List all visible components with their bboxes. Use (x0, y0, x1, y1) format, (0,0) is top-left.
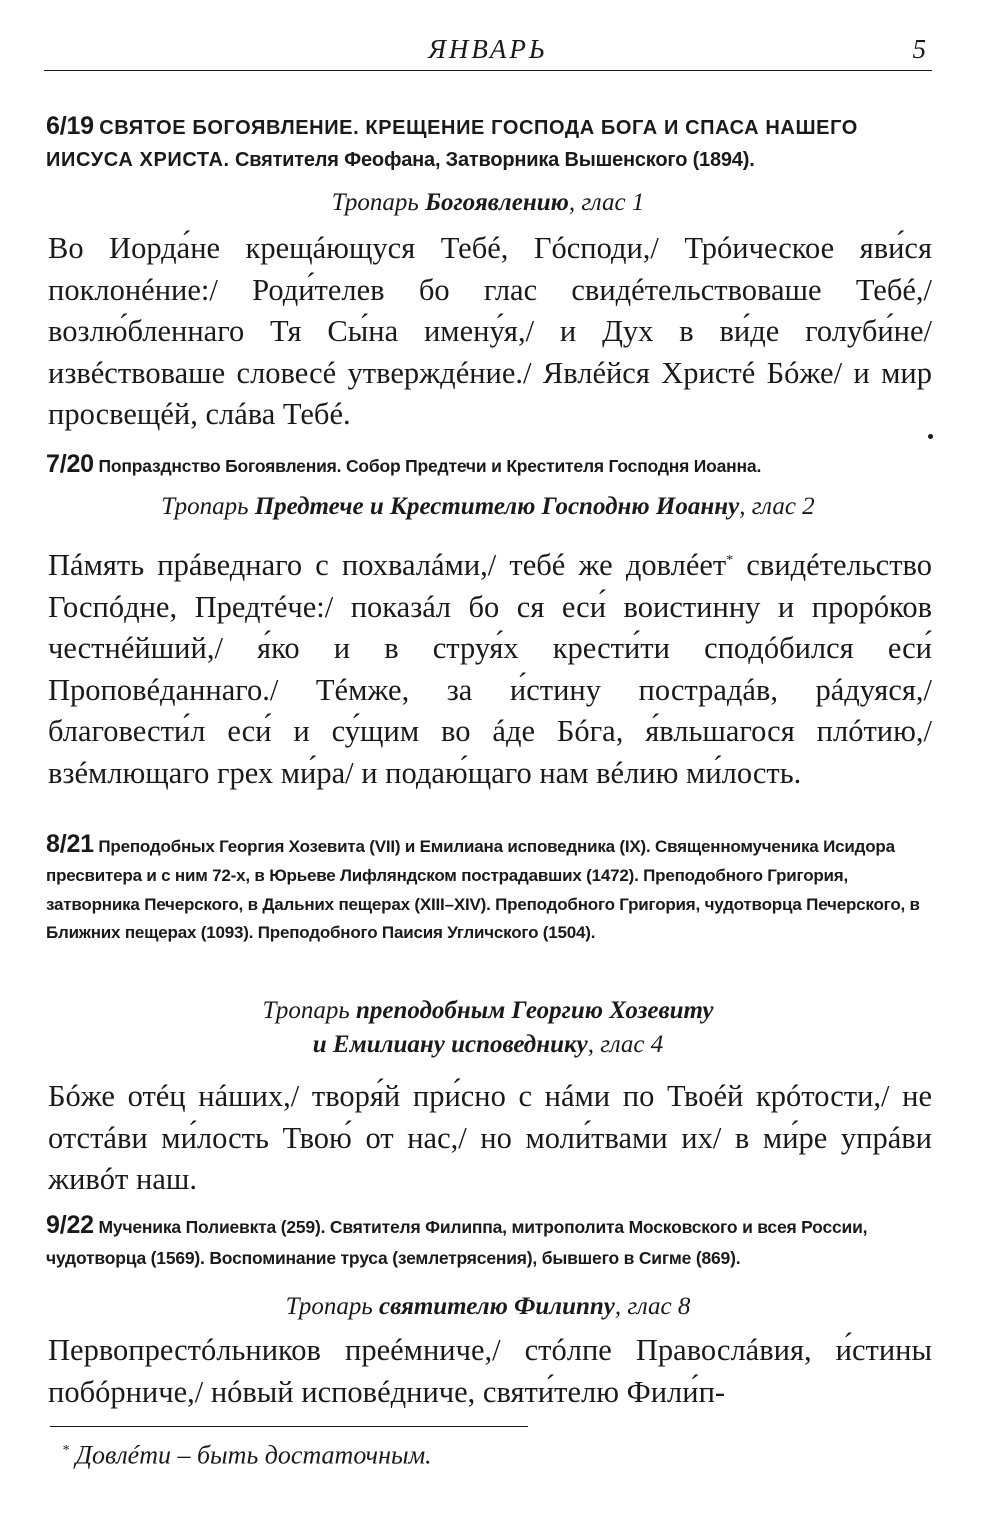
troparion-tone: глас 4 (600, 1031, 664, 1058)
footnote (62, 1434, 432, 1473)
saints-text: Преподобных Георгия Хозевита (VII) и Емилиана исповедника (IX). Священномученика Исидора пресвитера и с ним 72-х, в Юрьеве Лифляндском пострадавших (1472). Преподобного Григория, затворника Печерского, в Дальних пещерах (XIII–XIV). Преподобного Григория, чудотворца Печерского, в Ближних пещерах (1093). Преподобного Паисия Угличского (1504). (46, 837, 920, 943)
print-dot (928, 434, 933, 439)
calendar-entry-9-22 (46, 1210, 932, 1274)
running-header (44, 30, 932, 71)
month-title: ЯНВАРЬ (428, 34, 548, 64)
troparion-text: Во Иорда́не крещáющуся Тебé, Гóсподи,/ Трóическое яви́ся поклонéние:/ Роди́телев бо глас свидéтельствоваше Тебé,/ возлю́бленнаго Тя Сы́на имену́я,/ и Дух в ви́де голуби́не/ извéствоваше словесé утверждéние./ Явлéйся Христé Бóже/ и мир просвещéй, слáва Тебé. (48, 231, 932, 431)
footnote-marker[interactable]: * (726, 553, 734, 568)
footnote-divider (50, 1426, 528, 1427)
entry-date: 9/22 (46, 1211, 94, 1239)
page-number: 5 (912, 34, 926, 64)
footnote-mark: * (62, 1443, 69, 1458)
troparion-heading: Тропарь Предтече и Крестителю Господню Иоанну, глас 2 (161, 493, 815, 520)
entry-date: 7/20 (46, 450, 94, 478)
saints-text: Мученика Полиевкта (259). Святителя Филиппа, митрополита Московского и всея России, чудотворца (1569). Воспоминание труса (землетрясения), бывшего в Сигме (869). (46, 1217, 868, 1268)
troparion-text: Бóже отéц нáших,/ творя́й при́сно с нáми по Твоéй крóтости,/ не отстáви ми́лость Твою́ от нас,/ но моли́твами их/ в ми́ре упрáви живóт наш. (48, 1079, 932, 1196)
troparion-dedication: преподобным Георгию Хозевиту (355, 997, 714, 1024)
troparion-heading: Тропарь преподобным Георгию Хозевиту и Емилиану исповеднику, глас 4 (262, 997, 714, 1058)
troparion-dedication: Предтече и Крестителю Господню Иоанну (254, 493, 740, 520)
troparion-tone: глас 1 (581, 189, 645, 216)
calendar-entry-8-21 (46, 830, 932, 948)
troparion-dedication: святителю Филиппу (379, 1293, 615, 1320)
troparion-dedication: Богоявлению (425, 189, 569, 216)
calendar-entry-6-19 (46, 110, 932, 176)
troparion-dedication-2: и Емилиану исповеднику (312, 1031, 588, 1058)
troparion-heading: Тропарь Богоявлению, глас 1 (331, 189, 645, 216)
troparion-text: Пáмять прáведнаго с похвалáми,/ тебé же довлéет* свидéтельство Госпóдне, Предтéче:/ показáл бо ся еси́ воистинну и прорóков честнéйший,/ я́ко и в струя́х крести́ти сподóбился еси́ Проповéданнаго./ Тéмже, за и́стину пострадáв, рáдуяся,/ благовести́л еси́ и су́щим во áде Бóга, я́вльшагося плóтию,/ взéмлющаго грех ми́ра/ и подаю́щаго нам вéлию ми́лость. (48, 548, 932, 790)
troparion-tone: глас 8 (627, 1293, 691, 1320)
entry-date: 6/19 (46, 112, 94, 140)
troparion-heading: Тропарь святителю Филиппу, глас 8 (285, 1293, 691, 1320)
feast-title: СВЯТОЕ БОГОЯВЛЕНИЕ. КРЕЩЕНИЕ ГОСПОДА БОГА И СПАСА НАШЕГО ИИСУСА ХРИСТА. (46, 117, 858, 171)
calendar-entry-7-20 (46, 448, 932, 482)
saints-text: Святителя Феофана, Затворника Вышенского (1894). (235, 149, 755, 171)
footnote-text: Довлéти – быть достаточным. (75, 1440, 432, 1470)
troparion-text: Первопрестóльников преéмниче,/ стóлпе Правослáвия, и́стины побóрниче,/ нóвый исповéдниче, святи́телю Фили́п- (48, 1333, 932, 1409)
entry-date: 8/21 (46, 830, 94, 858)
book-page (44, 0, 932, 1517)
troparion-tone: глас 2 (751, 493, 815, 520)
saints-text: Попразднство Богоявления. Собор Предтечи и Крестителя Господня Иоанна. (98, 456, 762, 476)
